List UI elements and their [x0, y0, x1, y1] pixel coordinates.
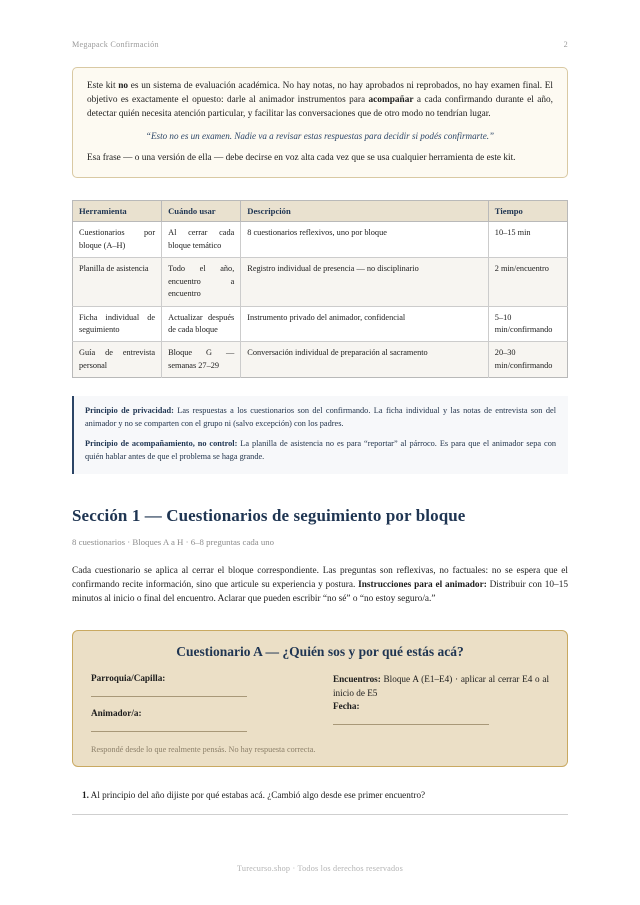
section-body-paragraph [72, 564, 568, 606]
callout-paragraph-1 [87, 79, 553, 121]
cell-cuando: Todo el año, encuentro a encuentro [162, 258, 241, 306]
callout-quote: “Esto no es un examen. Nadie va a revisar estas respuestas para decidir si podés confirmarte.” [145, 131, 495, 142]
encuentros-lead: Encuentros: [333, 674, 381, 685]
table-row [73, 222, 568, 258]
principle-acompanamiento [85, 438, 556, 464]
callout-paragraph-2: Esa frase — o una versión de ella — debe decirse en voz alta cada vez que se usa cualquier herramienta de este kit. [87, 153, 516, 164]
body-bold-instrucciones: Instrucciones para el animador: [358, 579, 487, 590]
field-parroquia[interactable] [91, 673, 307, 697]
cell-tiempo: 5–10 min/confirmando [488, 306, 567, 342]
field-parroquia-input-line[interactable] [91, 696, 247, 697]
callout-p1-part-b: es un sistema de evaluación académica. No hay notas, no hay aprobados ni reprobados, no hay examen final. El objetivo es exactamente el opuesto: darle al animador instrumentos para [87, 81, 553, 106]
cell-descripcion: Conversación individual de preparación al sacramento [241, 342, 489, 378]
questionnaire-column-right [333, 673, 549, 732]
body-part-b: Distribuir con 10–15 minutos al inicio o final del encuentro. Aclarar que pueden escribir “no sé” o “no estoy seguro/a.” [72, 579, 568, 604]
callout-p1-bold-acompanar: acompañar [368, 95, 414, 106]
field-animador-label: Animador/a: [91, 708, 142, 719]
cell-tiempo: 10–15 min [488, 222, 567, 258]
encuentros-text: Bloque A (E1–E4) · aplicar al cerrar E4 o al inicio de E5 [333, 674, 549, 698]
table-row [73, 342, 568, 378]
intro-callout [72, 67, 568, 178]
callout-p1-part-c: a cada confirmando durante el año, detectar quién necesita atención particular, y facilitar las conversaciones que de otro modo no tendrían lugar. [87, 95, 553, 120]
cell-descripcion: Instrumento privado del animador, confidencial [241, 306, 489, 342]
body-part-a: Cada cuestionario se aplica al cerrar el bloque correspondiente. Las preguntas son reflexivas, no factuales: no se espera que el confirmando recite información, sino que articule su experiencia y postura. [72, 565, 568, 590]
cell-herramienta: Ficha individual de seguimiento [73, 306, 162, 342]
question-text: Al principio del año dijiste por qué estabas acá. ¿Cambió algo desde ese primer encuentro? [88, 790, 426, 801]
cell-cuando: Bloque G — semanas 27–29 [162, 342, 241, 378]
table-row [73, 258, 568, 306]
principle-acompanamiento-lead: Principio de acompañamiento, no control: [85, 438, 238, 448]
page-number: 2 [563, 40, 568, 49]
encuentros-line [333, 673, 549, 701]
cell-tiempo: 2 min/encuentro [488, 258, 567, 306]
cell-descripcion: Registro individual de presencia — no disciplinario [241, 258, 489, 306]
cell-tiempo: 20–30 min/confirmando [494, 348, 553, 370]
principle-privacidad [85, 405, 556, 431]
section-subtitle: 8 cuestionarios · Bloques A a H · 6–8 preguntas cada uno [72, 536, 275, 547]
section-title: Sección 1 — Cuestionarios de seguimiento por bloque [72, 505, 466, 525]
field-parroquia-label: Parroquia/Capilla: [91, 673, 166, 684]
principle-acompanamiento-text: La planilla de asistencia no es para “reportar” al párroco. Es para que el animador sepa con quién hablar antes de que el problema se haga grande. [85, 438, 556, 461]
question-answer-rule[interactable] [72, 814, 568, 815]
question-number: 1. [82, 790, 89, 801]
page-footer: Turecurso.shop · Todos los derechos reservados [237, 864, 403, 873]
cell-herramienta: Cuestionarios por bloque (A–H) [73, 222, 162, 258]
cell-descripcion: 8 cuestionarios reflexivos, uno por bloque [241, 222, 489, 258]
table-header-herramienta: Herramienta [73, 201, 162, 222]
table-row [73, 306, 568, 342]
questionnaire-title: Cuestionario A — ¿Quién sos y por qué estás acá? [176, 644, 464, 660]
questionnaire-card [72, 630, 568, 767]
tools-table [72, 200, 568, 378]
principle-privacidad-text: Las respuestas a los cuestionarios son del confirmando. La ficha individual y las notas de entrevista son del animador y no se comparten con el grupo ni (salvo excepción) con los padres. [85, 406, 556, 429]
questionnaire-column-left [91, 673, 307, 732]
table-header-cuando-usar: Cuándo usar [162, 201, 241, 222]
field-animador-input-line[interactable] [91, 731, 247, 732]
principle-privacidad-lead: Principio de privacidad: [85, 406, 174, 416]
cell-cuando: Al cerrar cada bloque temático [162, 222, 241, 258]
questionnaire-note: Respondé desde lo que realmente pensás. No hay respuesta correcta. [91, 745, 316, 755]
questionnaire-fields-grid [91, 673, 549, 732]
callout-p1-part-a: Este kit [87, 81, 119, 91]
field-fecha-input-line[interactable] [333, 724, 489, 725]
cell-cuando: Actualizar después de cada bloque [162, 306, 241, 342]
question-item-1 [72, 789, 568, 803]
cell-herramienta: Planilla de asistencia [73, 258, 162, 306]
field-fecha[interactable] [333, 701, 549, 725]
table-header-descripcion: Descripción [241, 201, 489, 222]
running-header-title: Megapack Confirmación [72, 40, 159, 49]
table-header-row [73, 201, 568, 222]
field-fecha-label: Fecha: [333, 700, 360, 711]
cell-herramienta: Guía de entrevista personal [73, 342, 162, 378]
field-animador[interactable] [91, 708, 307, 732]
table-header-tiempo: Tiempo [488, 201, 567, 222]
callout-p1-bold-no: no [118, 81, 129, 91]
principles-panel [72, 396, 568, 473]
running-header [72, 0, 568, 49]
